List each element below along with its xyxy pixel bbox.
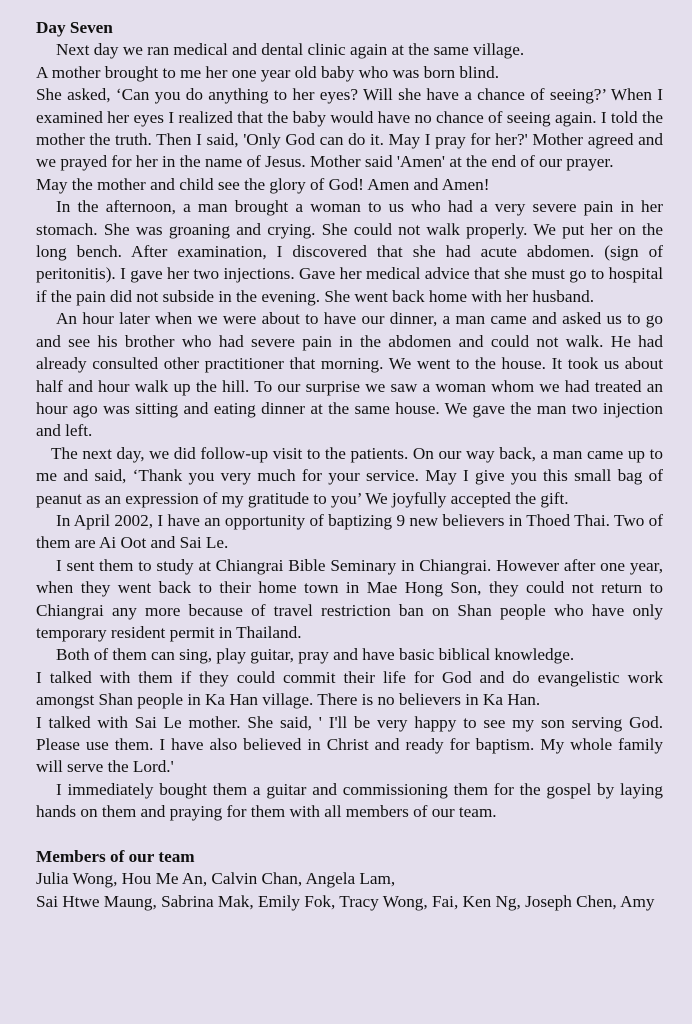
members-title: Members of our team [36, 847, 195, 867]
paragraph-clinic: Next day we ran medical and dental clinic again at the same village. [56, 40, 525, 60]
paragraph-baptizing: In April 2002, I have an opportunity of baptizing 9 new believers in Thoed Thai. Two of them are Ai Oot and Sai Le. [36, 510, 663, 553]
paragraph-next-day: The next day, we did follow-up visit to the patients. On our way back, a man came up to me and said, ‘Thank you very much for your service. May I give you this small bag of peanut as an expression of my gratitude to you’ We joyfully accepted the gift. [36, 443, 663, 508]
paragraph-afternoon: In the afternoon, a man brought a woman to us who had a very severe pain in her stomach. She was groaning and crying. She could not walk properly. We put her on the long bench. After examination, I discovered that she had acute abdomen. (sign of peritonitis). I gave her two injections. Gave her medical advice that she must go to hospital if the pain did not subside in the evening. She went back home with her husband. [36, 197, 663, 306]
members-line-1: Julia Wong, Hou Me An, Calvin Chan, Angela Lam, [36, 869, 396, 889]
paragraph-mother: A mother brought to me her one year old baby who was born blind. [36, 62, 500, 82]
paragraph-seminary: I sent them to study at Chiangrai Bible Seminary in Chiangrai. However after one year, when they went back to their home town in Mae Hong Son, they could not return to Chiangrai any more because of travel restriction ban on Shan people who have only temporary resident permit in Thailand. [36, 555, 663, 642]
paragraph-blessing: May the mother and child see the glory of God! Amen and Amen! [36, 174, 490, 194]
paragraph-commit: I talked with them if they could commit their life for God and do evangelistic work amongst Shan people in Ka Han village. There is no believers in Ka Han. [36, 667, 663, 710]
spacer [36, 824, 663, 846]
paragraph-skills: Both of them can sing, play guitar, pray and have basic biblical knowledge. [56, 645, 575, 665]
paragraph-hour-later: An hour later when we were about to have our dinner, a man came and asked us to go and see his brother who had severe pain in the abdomen and could not walk. He had already consulted other practitioner that morning. We went to the house. It took us about half and hour walk up the hill. To our surprise we saw a woman whom we had treated an hour ago was sitting and eating dinner at the same house. We gave the man two injection and left. [36, 309, 663, 441]
paragraph-sai-le-mother: I talked with Sai Le mother. She said, ' I'll be very happy to see my son serving God. Please use them. I have also believed in Christ and ready for baptism. My whole family will serve the Lord.' [36, 712, 663, 777]
members-line-2: Sai Htwe Maung, Sabrina Mak, Emily Fok, Tracy Wong, Fai, Ken Ng, Joseph Chen, Amy [36, 891, 655, 911]
paragraph-commissioning: I immediately bought them a guitar and commissioning them for the gospel by laying hands on them and praying for them with all members of our team. [36, 779, 663, 822]
section-title: Day Seven [36, 18, 113, 37]
paragraph-blind-baby: She asked, ‘Can you do anything to her eyes? Will she have a chance of seeing?’ When I examined her eyes I realized that the baby would have no chance of seeing again. I told the mother the truth. Then I said, 'Only God can do it. May I pray for her?' Mother agreed and we prayed for her in the name of Jesus. Mother said 'Amen' at the end of our prayer. [36, 85, 663, 172]
